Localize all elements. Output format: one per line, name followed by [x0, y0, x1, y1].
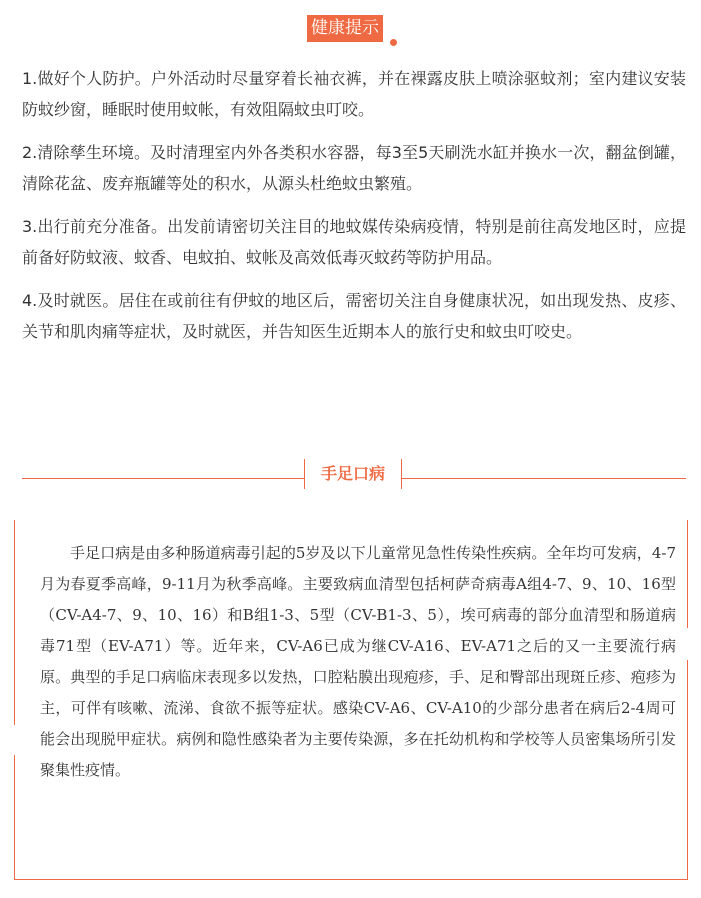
frame-line-bottom — [14, 879, 688, 880]
health-tips-list — [22, 63, 686, 359]
tip-item-4: 4.及时就医。居住在或前往有伊蚊的地区后，需密切关注自身健康状况，如出现发热、皮疹、关节和肌肉痛等症状，及时就医，并告知医生近期本人的旅行史和蚊虫叮咬史。 — [22, 291, 686, 341]
frame-line-left-lower — [14, 755, 15, 880]
page-title: 健康提示 — [307, 15, 383, 42]
frame-line-right-upper — [687, 520, 688, 628]
tip-item-3: 3.出行前充分准备。出发前请密切关注目的地蚊媒传染病疫情，特别是前往高发地区时，应提前备好防蚊液、蚊香、电蚊拍、蚊帐及高效低毒灭蚊药等防护用品。 — [22, 217, 686, 267]
section-body-text: 手足口病是由多种肠道病毒引起的5岁及以下儿童常见急性传染性疾病。全年均可发病，4-7月为春夏季高峰，9-11月为秋季高峰。主要致病血清型包括柯萨奇病毒A组4-7、9、10、16型（CV-A4-7、9、10、16）和B组1-3、5型（CV-B1-3、5），埃可病毒的部分血清型和肠道病毒71型（EV-A71）等。近年来，CV-A6已成为继CV-A16、EV-A71之后的又一主要流行病原。典型的手足口病临床表现多以发热，口腔粘膜出现疱疹，手、足和臀部出现斑丘疹、疱疹为主，可伴有咳嗽、流涕、食欲不振等症状。感染CV-A6、CV-A10的少部分患者在病后2-4周可能会出现脱甲症状。病例和隐性感染者为主要传染源，多在托幼机构和学校等人员密集场所引发聚集性疫情。 — [40, 544, 676, 779]
tip-item-2: 2.清除孳生环境。及时清理室内外各类积水容器，每3至5天刷洗水缸并换水一次，翻盆倒罐，清除花盆、废弃瓶罐等处的积水，从源头杜绝蚊虫繁殖。 — [22, 143, 686, 193]
frame-line-left-upper — [14, 520, 15, 725]
tip-item-1: 1.做好个人防护。户外活动时尽量穿着长袖衣裤，并在裸露皮肤上喷涂驱蚊剂；室内建议安装防蚊纱窗，睡眠时使用蚊帐，有效阻隔蚊虫叮咬。 — [22, 69, 686, 119]
section-divider-left — [22, 478, 304, 479]
section-divider-right — [402, 478, 686, 479]
section-header — [22, 459, 686, 489]
title-dot-decoration — [390, 39, 397, 46]
section-title: 手足口病 — [304, 459, 402, 489]
frame-line-right-lower — [687, 660, 688, 880]
